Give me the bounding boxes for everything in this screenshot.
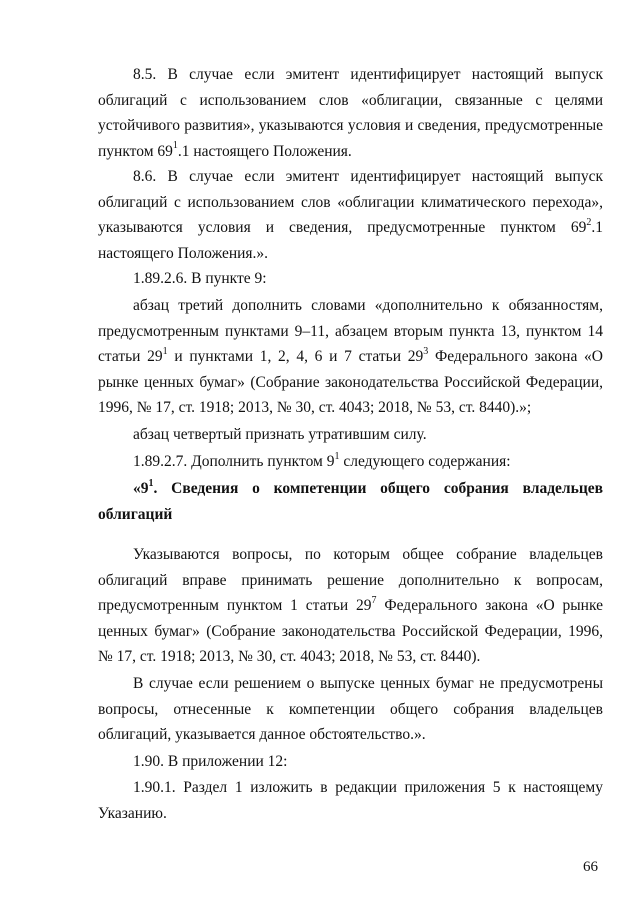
paragraph-8-5 (98, 62, 603, 164)
text: следующего содержания: (339, 453, 511, 470)
paragraph-8-6 (98, 164, 603, 266)
text: 1.89.2.6. В пункте 9: (133, 270, 267, 287)
superscript: 1 (334, 450, 340, 462)
text: .1 настоящего Положения. (177, 142, 352, 160)
superscript: 7 (371, 594, 377, 606)
text: 8.5. В случае если эмитент идентифицирует настоящий выпуск облигаций с использованием слов «облигации, связанные с целями устойчивого развития», указываются условия и сведения, предусмотренные пунктом 69 (98, 66, 603, 160)
superscript: 2 (586, 216, 592, 228)
text: Федерального закона «О рынке ценных бумаг» (Собрание законодательства Российской Федерации, 1996, № 17, ст. 1918; 2013, № 30, ст. 4043; 2018, № 53, ст. 8440). (98, 597, 604, 665)
text: . Сведения о компетенции общего собрания владельцев облигаций (98, 480, 603, 523)
text: В случае если решением о выпуске ценных бумаг не предусмотрены вопросы, отнесенные к компетенции общего собрания владельцев облигаций, указывается данное обстоятельство.». (98, 675, 603, 743)
text: «9 (133, 480, 149, 497)
paragraph-ukazyvayutsya (98, 542, 603, 670)
superscript: 1 (162, 345, 168, 357)
text: Указываются вопросы, по которым общее собрание владельцев облигаций вправе принимать решение дополнительно к вопросам, предусмотренным пунктом 1 статьи 29 (98, 546, 603, 614)
superscript: 1 (148, 477, 154, 489)
text: .1 настоящего Положения.». (98, 219, 603, 262)
paragraph-1-90 (98, 749, 603, 775)
text: абзац третий дополнить словами «дополнительно к обязанностям, предусмотренным пунктами 9–11, абзацем вторым пункта 13, пунктом 14 статьи 29 (98, 297, 603, 365)
text: 1.90.1. Раздел 1 изложить в редакции приложения 5 к настоящему Указанию. (98, 779, 603, 822)
text: Федерального закона «О рынке ценных бумаг» (Собрание законодательства Российской Федерации, 1996, № 17, ст. 1918; 2013, № 30, ст. 4043; 2018, № 53, ст. 8440).»; (98, 348, 603, 416)
paragraph-1-89-2-6 (98, 266, 603, 292)
paragraph-1-89-2-7 (98, 449, 603, 475)
text: абзац четвертый признать утратившим силу. (133, 426, 427, 443)
section-heading-9-1 (98, 476, 603, 527)
paragraph-abzac-tretiy (98, 293, 603, 421)
text: 1.89.2.7. Дополнить пунктом 9 (133, 453, 335, 470)
text: 8.6. В случае если эмитент идентифицирует настоящий выпуск облигаций с использованием слов «облигации климатического перехода», указываются условия и сведения, предусмотренные пунктом 69 (98, 168, 603, 236)
text: 1.90. В приложении 12: (133, 753, 288, 770)
text: и пунктами 1, 2, 4, 6 и 7 статьи 29 (167, 348, 424, 365)
paragraph-1-90-1 (98, 775, 603, 826)
paragraph-abzac-chetvertyi (98, 422, 603, 448)
superscript: 1 (172, 140, 178, 152)
page-number: 66 (583, 859, 598, 875)
paragraph-v-sluchae (98, 671, 603, 748)
superscript: 3 (423, 345, 429, 357)
